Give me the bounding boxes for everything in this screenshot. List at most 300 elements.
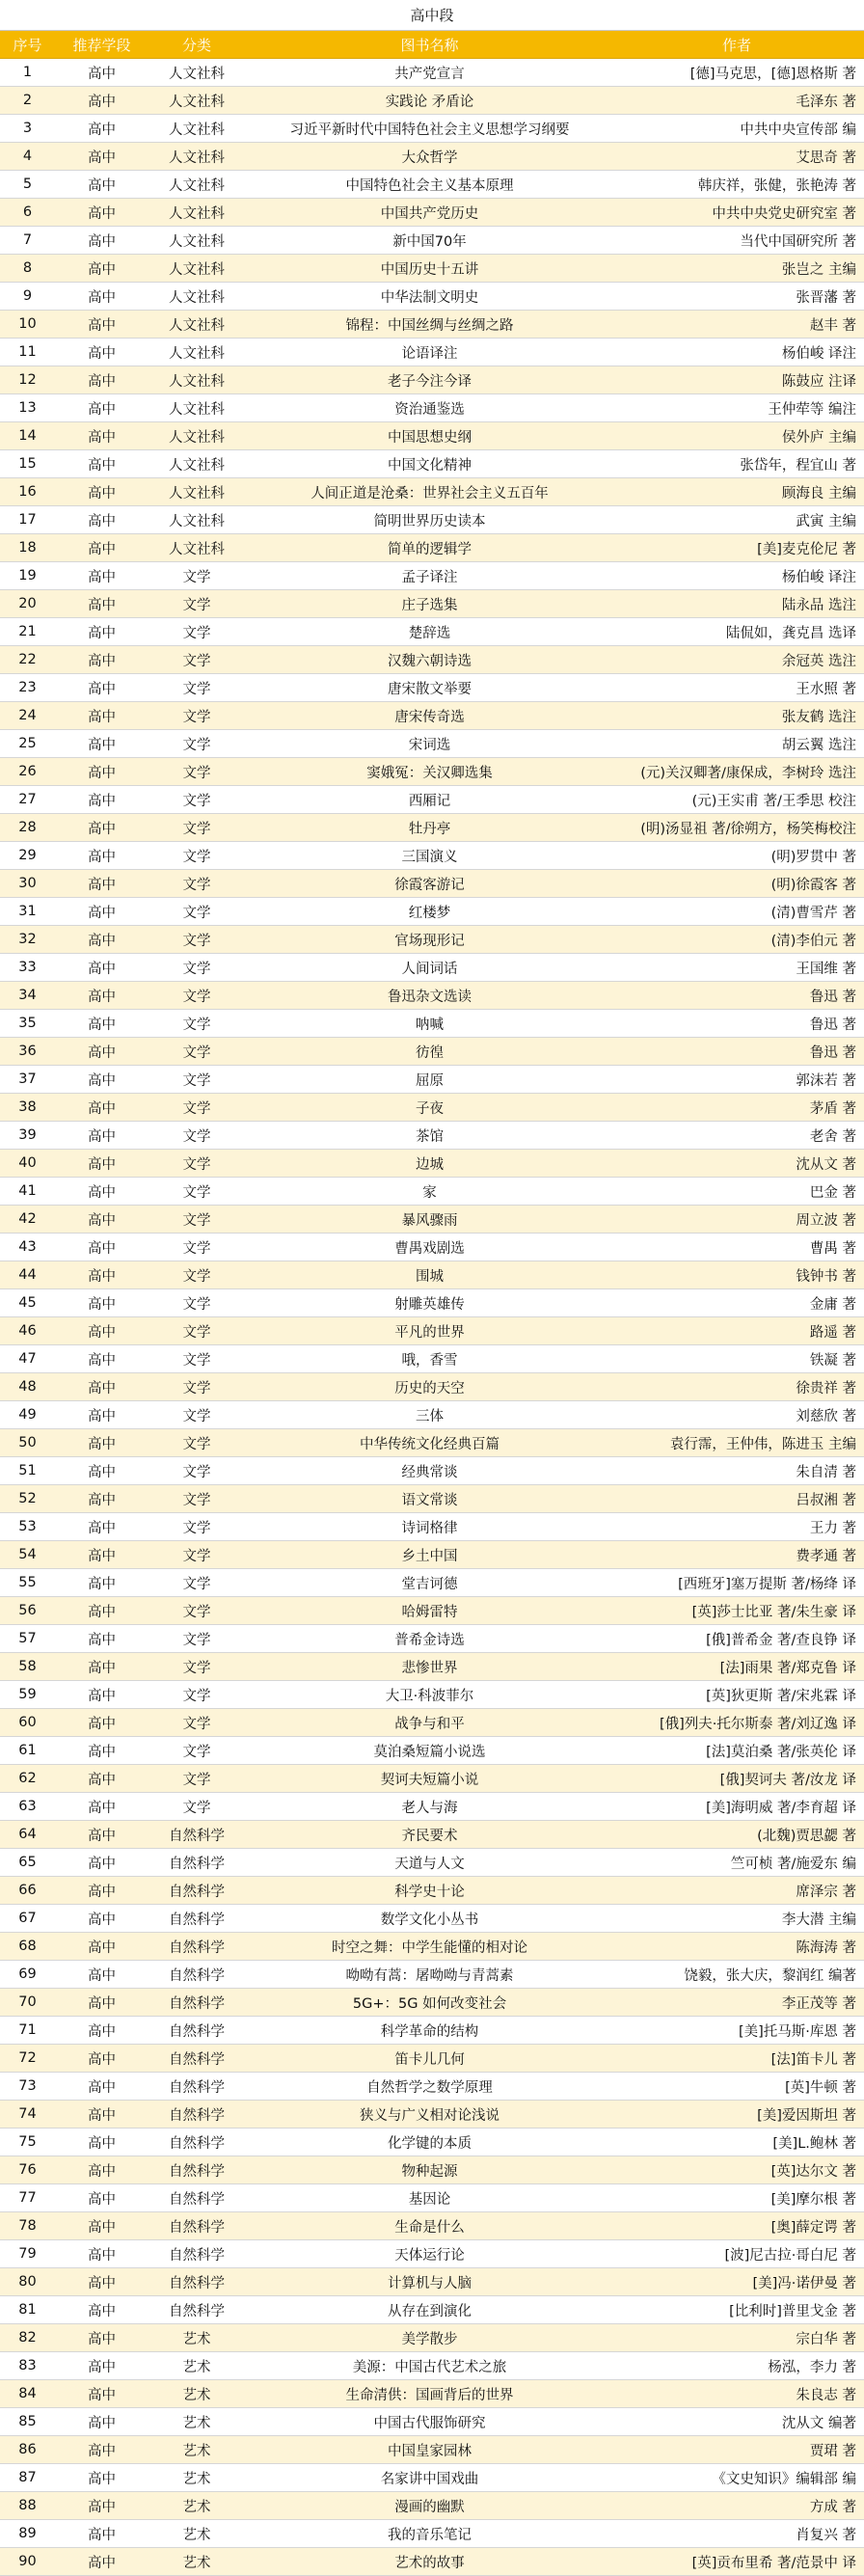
table-row: [0, 1989, 864, 2017]
row-author: (清)李伯元 著: [770, 933, 856, 949]
row-stage: 高中: [88, 1296, 116, 1313]
row-number: 84: [18, 2386, 37, 2401]
table-row: [0, 171, 864, 199]
row-book-title: 呐喊: [416, 1017, 444, 1033]
row-number: 73: [18, 2078, 37, 2094]
row-number: 12: [18, 372, 37, 388]
table-row: [0, 1513, 864, 1541]
row-author: 杨伯峻 译注: [781, 569, 856, 585]
table-row: [0, 2156, 864, 2184]
row-category: 文学: [182, 1324, 211, 1341]
row-author: (明)徐霞客 著: [770, 877, 856, 893]
table-row: [0, 1122, 864, 1150]
table-row: [0, 1709, 864, 1737]
row-stage: 高中: [88, 2499, 116, 2515]
row-category: 文学: [182, 1380, 211, 1396]
row-stage: 高中: [88, 2527, 116, 2543]
row-category: 文学: [182, 1436, 211, 1452]
row-number: 21: [18, 624, 37, 639]
table-row: [0, 590, 864, 618]
row-book-title: 数学文化小丛书: [380, 1912, 479, 1928]
row-book-title: 屈原: [416, 1072, 444, 1089]
row-author: 袁行霈，王仲伟，陈进玉 主编: [669, 1436, 856, 1452]
row-stage: 高中: [88, 2107, 116, 2124]
row-stage: 高中: [88, 2191, 116, 2208]
row-book-title: 家: [422, 1184, 437, 1201]
row-author: 贾珺 著: [809, 2443, 856, 2459]
row-author: [法]雨果 著/郑克鲁 译: [719, 1660, 856, 1676]
row-category: 自然科学: [169, 2275, 225, 2291]
row-number: 5: [22, 176, 33, 192]
row-number: 7: [22, 232, 33, 248]
row-number: 85: [18, 2414, 37, 2429]
row-book-title: 从存在到演化: [388, 2303, 472, 2319]
row-category: 自然科学: [169, 2107, 225, 2124]
row-book-title: 庄子选集: [401, 597, 458, 613]
row-stage: 高中: [88, 2555, 116, 2571]
row-stage: 高中: [88, 1128, 116, 1145]
row-category: 人文社科: [169, 289, 225, 306]
row-book-title: 平凡的世界: [394, 1324, 465, 1341]
row-author: 艾思奇 著: [796, 149, 856, 166]
row-number: 26: [18, 764, 37, 779]
row-stage: 高中: [88, 66, 116, 82]
row-book-title: 孟子译注: [401, 569, 458, 585]
row-author: 王国维 著: [796, 961, 856, 977]
row-number: 28: [18, 820, 37, 835]
row-category: 人文社科: [169, 541, 225, 557]
row-category: 人文社科: [169, 205, 225, 222]
row-category: 文学: [182, 1548, 211, 1564]
table-row: [0, 1178, 864, 1206]
row-stage: 高中: [88, 513, 116, 529]
row-number: 82: [18, 2330, 37, 2346]
row-book-title: 堂吉诃德: [401, 1576, 458, 1592]
table-row: [0, 1597, 864, 1625]
row-category: 自然科学: [169, 2219, 225, 2236]
row-number: 58: [18, 1659, 37, 1674]
table-row: [0, 2408, 864, 2436]
row-category: 文学: [182, 961, 211, 977]
row-category: 文学: [182, 821, 211, 837]
table-row: [0, 1066, 864, 1094]
row-number: 38: [18, 1099, 37, 1115]
row-stage: 高中: [88, 2163, 116, 2180]
row-stage: 高中: [88, 1520, 116, 1536]
table-row: [0, 1653, 864, 1681]
row-number: 59: [18, 1687, 37, 1702]
row-number: 15: [18, 456, 37, 472]
row-author: [俄]契诃夫 著/汝龙 译: [719, 1772, 856, 1788]
row-category: 人文社科: [169, 485, 225, 502]
table-row: [0, 1289, 864, 1317]
row-stage: 高中: [88, 2415, 116, 2431]
row-stage: 高中: [88, 1240, 116, 1257]
row-author: 鲁迅 著: [809, 989, 856, 1005]
row-number: 61: [18, 1743, 37, 1758]
row-author: 茅盾 著: [809, 1100, 856, 1117]
table-row: [0, 702, 864, 730]
row-stage: 高中: [88, 597, 116, 613]
row-category: 文学: [182, 1492, 211, 1508]
row-book-title: 哈姆雷特: [401, 1604, 458, 1620]
row-book-title: 化学键的本质: [388, 2135, 472, 2152]
row-stage: 高中: [88, 177, 116, 194]
table-row: [0, 2045, 864, 2073]
table-row: [0, 227, 864, 255]
row-book-title: 中国历史十五讲: [380, 261, 479, 278]
row-book-title: 哦，香雪: [401, 1352, 458, 1369]
row-stage: 高中: [88, 653, 116, 669]
row-number: 55: [18, 1575, 37, 1590]
row-category: 文学: [182, 597, 211, 613]
table-row: [0, 2520, 864, 2548]
row-author: [波]尼古拉·哥白尼 著: [724, 2247, 856, 2264]
row-stage: 高中: [88, 1995, 116, 2012]
row-author: 王力 著: [809, 1520, 856, 1536]
row-stage: 高中: [88, 1548, 116, 1564]
row-stage: 高中: [88, 709, 116, 725]
row-book-title: 共产党宣言: [394, 66, 465, 82]
row-category: 文学: [182, 1240, 211, 1257]
table-row: [0, 870, 864, 898]
row-number: 37: [18, 1071, 37, 1087]
row-stage: 高中: [88, 2051, 116, 2068]
row-number: 30: [18, 876, 37, 891]
row-category: 文学: [182, 849, 211, 865]
row-author: 顾海良 主编: [781, 485, 856, 502]
row-stage: 高中: [88, 2135, 116, 2152]
row-number: 47: [18, 1351, 37, 1367]
row-stage: 高中: [88, 345, 116, 362]
row-stage: 高中: [88, 1716, 116, 1732]
table-row: [0, 1541, 864, 1569]
row-number: 27: [18, 792, 37, 807]
row-category: 人文社科: [169, 94, 225, 110]
row-author: [美]托马斯·库恩 著: [738, 2023, 856, 2040]
row-book-title: 普希金诗选: [394, 1632, 465, 1648]
row-category: 艺术: [182, 2527, 211, 2543]
row-author: [英]牛顿 著: [785, 2079, 856, 2096]
row-category: 艺术: [182, 2471, 211, 2487]
row-author: 沈从文 著: [796, 1156, 856, 1173]
row-stage: 高中: [88, 625, 116, 641]
header-no: 序号: [13, 36, 42, 54]
row-book-title: 围城: [416, 1268, 444, 1285]
table-row: [0, 2380, 864, 2408]
row-number: 8: [22, 260, 33, 276]
row-book-title: 5G+：5G 如何改变社会: [352, 1995, 507, 2012]
row-number: 77: [18, 2190, 37, 2206]
row-stage: 高中: [88, 261, 116, 278]
row-number: 72: [18, 2050, 37, 2066]
row-category: 自然科学: [169, 2191, 225, 2208]
row-stage: 高中: [88, 1212, 116, 1229]
row-book-title: 汉魏六朝诗选: [388, 653, 472, 669]
row-book-title: 楚辞选: [408, 625, 451, 641]
row-stage: 高中: [88, 821, 116, 837]
row-stage: 高中: [88, 122, 116, 138]
row-number: 83: [18, 2358, 37, 2373]
row-number: 11: [18, 344, 37, 360]
row-book-title: 物种起源: [401, 2163, 458, 2180]
table-row: [0, 339, 864, 366]
table-row: [0, 366, 864, 394]
row-stage: 高中: [88, 2471, 116, 2487]
row-category: 文学: [182, 989, 211, 1005]
table-row: [0, 1345, 864, 1373]
row-number: 22: [18, 652, 37, 667]
table-row: [0, 814, 864, 842]
table-row: [0, 2017, 864, 2045]
row-book-title: 经典常谈: [401, 1464, 458, 1480]
row-book-title: 官场现形记: [394, 933, 465, 949]
row-number: 25: [18, 736, 37, 751]
row-category: 文学: [182, 1156, 211, 1173]
row-stage: 高中: [88, 1660, 116, 1676]
row-stage: 高中: [88, 793, 116, 809]
table-row: [0, 646, 864, 674]
row-category: 自然科学: [169, 2163, 225, 2180]
row-stage: 高中: [88, 1044, 116, 1061]
row-number: 75: [18, 2134, 37, 2150]
row-category: 文学: [182, 1128, 211, 1145]
row-stage: 高中: [88, 2303, 116, 2319]
row-book-title: 资治通鉴选: [394, 401, 465, 418]
row-stage: 高中: [88, 877, 116, 893]
row-category: 文学: [182, 653, 211, 669]
row-author: 竺可桢 著/施爱东 编: [730, 1856, 856, 1872]
row-author: 张友鹤 选注: [781, 709, 856, 725]
table-row: [0, 2101, 864, 2129]
row-category: 文学: [182, 765, 211, 781]
table-row: [0, 311, 864, 339]
table-row: [0, 1625, 864, 1653]
row-book-title: 茶馆: [416, 1128, 444, 1145]
row-stage: 高中: [88, 681, 116, 697]
row-category: 文学: [182, 1800, 211, 1816]
row-author: (元)关汉卿著/康保成，李树玲 选注: [640, 765, 856, 781]
row-category: 自然科学: [169, 2135, 225, 2152]
table-row: [0, 283, 864, 311]
row-book-title: 自然哲学之数学原理: [366, 2079, 493, 2096]
table-row: [0, 1206, 864, 1234]
row-category: 文学: [182, 1212, 211, 1229]
row-book-title: 悲惨世界: [401, 1660, 458, 1676]
row-category: 文学: [182, 1744, 211, 1760]
row-stage: 高中: [88, 1156, 116, 1173]
row-author: 朱良志 著: [796, 2387, 856, 2403]
table-row: [0, 1877, 864, 1905]
row-category: 自然科学: [169, 2079, 225, 2096]
row-category: 文学: [182, 1268, 211, 1285]
row-author: 张岂之 主编: [781, 261, 856, 278]
table-row: [0, 1737, 864, 1765]
table-row: [0, 2184, 864, 2212]
row-author: 老舍 著: [809, 1128, 856, 1145]
row-category: 自然科学: [169, 2051, 225, 2068]
row-number: 49: [18, 1407, 37, 1423]
row-book-title: 天道与人文: [394, 1856, 465, 1872]
table-row: [0, 954, 864, 982]
row-number: 87: [18, 2470, 37, 2485]
row-book-title: 中国皇家园林: [388, 2443, 472, 2459]
row-author: [美]海明威 著/李育超 译: [706, 1800, 856, 1816]
row-book-title: 红楼梦: [408, 905, 451, 921]
table-row: [0, 255, 864, 283]
row-author: 王仲荦等 编注: [768, 401, 856, 418]
row-author: 当代中国研究所 著: [740, 233, 856, 250]
header-book-title: 图书名称: [400, 36, 459, 54]
row-author: 刘慈欣 著: [796, 1408, 856, 1424]
row-author: 胡云翼 选注: [781, 737, 856, 753]
row-author: [西班牙]塞万提斯 著/杨绛 译: [678, 1576, 856, 1592]
table-row: [0, 59, 864, 87]
row-category: 文学: [182, 709, 211, 725]
row-number: 45: [18, 1295, 37, 1311]
row-number: 79: [18, 2246, 37, 2262]
row-book-title: 契诃夫短篇小说: [380, 1772, 479, 1788]
row-number: 80: [18, 2274, 37, 2290]
row-stage: 高中: [88, 94, 116, 110]
row-stage: 高中: [88, 149, 116, 166]
row-stage: 高中: [88, 961, 116, 977]
table-row: [0, 115, 864, 143]
row-stage: 高中: [88, 457, 116, 474]
row-number: 50: [18, 1435, 37, 1451]
row-book-title: 基因论: [408, 2191, 451, 2208]
table-row: [0, 1961, 864, 1989]
row-stage: 高中: [88, 2275, 116, 2291]
row-stage: 高中: [88, 1632, 116, 1648]
row-book-title: 中国文化精神: [388, 457, 472, 474]
row-book-title: 笛卡儿几何: [394, 2051, 465, 2068]
row-number: 32: [18, 932, 37, 947]
row-book-title: 新中国70年: [392, 233, 467, 250]
row-book-title: 我的音乐笔记: [388, 2527, 472, 2543]
row-book-title: 中国古代服饰研究: [373, 2415, 486, 2431]
row-stage: 高中: [88, 765, 116, 781]
row-stage: 高中: [88, 205, 116, 222]
row-category: 人文社科: [169, 429, 225, 446]
row-stage: 高中: [88, 1436, 116, 1452]
row-stage: 高中: [88, 1324, 116, 1341]
row-category: 人文社科: [169, 373, 225, 390]
row-book-title: 狭义与广义相对论浅说: [360, 2107, 500, 2124]
row-category: 文学: [182, 1716, 211, 1732]
table-row: [0, 1681, 864, 1709]
row-stage: 高中: [88, 989, 116, 1005]
table-row: [0, 2324, 864, 2352]
row-category: 自然科学: [169, 1912, 225, 1928]
row-category: 文学: [182, 1660, 211, 1676]
row-stage: 高中: [88, 2023, 116, 2040]
table-row: [0, 2352, 864, 2380]
row-number: 33: [18, 960, 37, 975]
row-author: [英]达尔文 著: [770, 2163, 856, 2180]
table-row: [0, 758, 864, 786]
row-author: [英]莎士比亚 著/朱生豪 译: [691, 1604, 856, 1620]
row-author: 鲁迅 著: [809, 1044, 856, 1061]
row-number: 60: [18, 1715, 37, 1730]
table-row: [0, 2073, 864, 2101]
table-row: [0, 1821, 864, 1849]
row-category: 自然科学: [169, 1967, 225, 1984]
row-category: 人文社科: [169, 122, 225, 138]
row-number: 41: [18, 1183, 37, 1199]
row-stage: 高中: [88, 1268, 116, 1285]
row-category: 文学: [182, 1688, 211, 1704]
row-author: [法]笛卡儿 著: [770, 2051, 856, 2068]
row-stage: 高中: [88, 1072, 116, 1089]
row-book-title: 科学史十论: [394, 1884, 465, 1900]
row-author: [法]莫泊桑 著/张英伦 译: [706, 1744, 856, 1760]
row-number: 43: [18, 1239, 37, 1255]
row-book-title: 中国特色社会主义基本原理: [345, 177, 514, 194]
row-number: 66: [18, 1883, 37, 1898]
table-row: [0, 534, 864, 562]
row-stage: 高中: [88, 1856, 116, 1872]
row-category: 人文社科: [169, 457, 225, 474]
row-number: 52: [18, 1491, 37, 1506]
row-book-title: 鲁迅杂文选读: [388, 989, 472, 1005]
row-stage: 高中: [88, 737, 116, 753]
row-number: 24: [18, 708, 37, 723]
table-row: [0, 1094, 864, 1122]
row-book-title: 乡土中国: [401, 1548, 458, 1564]
row-number: 13: [18, 400, 37, 416]
row-author: 《文史知识》编辑部 编: [712, 2471, 856, 2487]
row-book-title: 彷徨: [416, 1044, 444, 1061]
row-author: 赵丰 著: [809, 317, 856, 334]
row-number: 42: [18, 1211, 37, 1227]
row-stage: 高中: [88, 1967, 116, 1984]
row-book-title: 简明世界历史读本: [373, 513, 486, 529]
row-category: 文学: [182, 933, 211, 949]
row-author: (元)王实甫 著/王季思 校注: [691, 793, 856, 809]
row-book-title: 人间正道是沧桑：世界社会主义五百年: [310, 485, 549, 502]
row-number: 46: [18, 1323, 37, 1339]
row-author: 王水照 著: [796, 681, 856, 697]
row-book-title: 中国共产党历史: [380, 205, 479, 222]
row-number: 69: [18, 1966, 37, 1982]
row-number: 10: [18, 316, 37, 332]
row-author: [奥]薛定谔 著: [770, 2219, 856, 2236]
row-stage: 高中: [88, 849, 116, 865]
table-row: [0, 1150, 864, 1178]
row-book-title: 时空之舞：中学生能懂的相对论: [332, 1939, 527, 1956]
row-number: 63: [18, 1799, 37, 1814]
row-number: 71: [18, 2022, 37, 2038]
row-author: 席泽宗 著: [796, 1884, 856, 1900]
row-stage: 高中: [88, 1492, 116, 1508]
row-stage: 高中: [88, 1100, 116, 1117]
table-row: [0, 730, 864, 758]
row-book-title: 历史的天空: [394, 1380, 465, 1396]
row-author: 曹禺 著: [809, 1240, 856, 1257]
row-category: 文学: [182, 569, 211, 585]
table-row: [0, 506, 864, 534]
row-book-title: 名家讲中国戏曲: [380, 2471, 479, 2487]
row-category: 文学: [182, 1352, 211, 1369]
table-row: [0, 1373, 864, 1401]
row-stage: 高中: [88, 1604, 116, 1620]
row-category: 人文社科: [169, 233, 225, 250]
table-row: [0, 2464, 864, 2492]
row-number: 44: [18, 1267, 37, 1283]
row-number: 34: [18, 988, 37, 1003]
row-number: 1: [22, 65, 33, 80]
